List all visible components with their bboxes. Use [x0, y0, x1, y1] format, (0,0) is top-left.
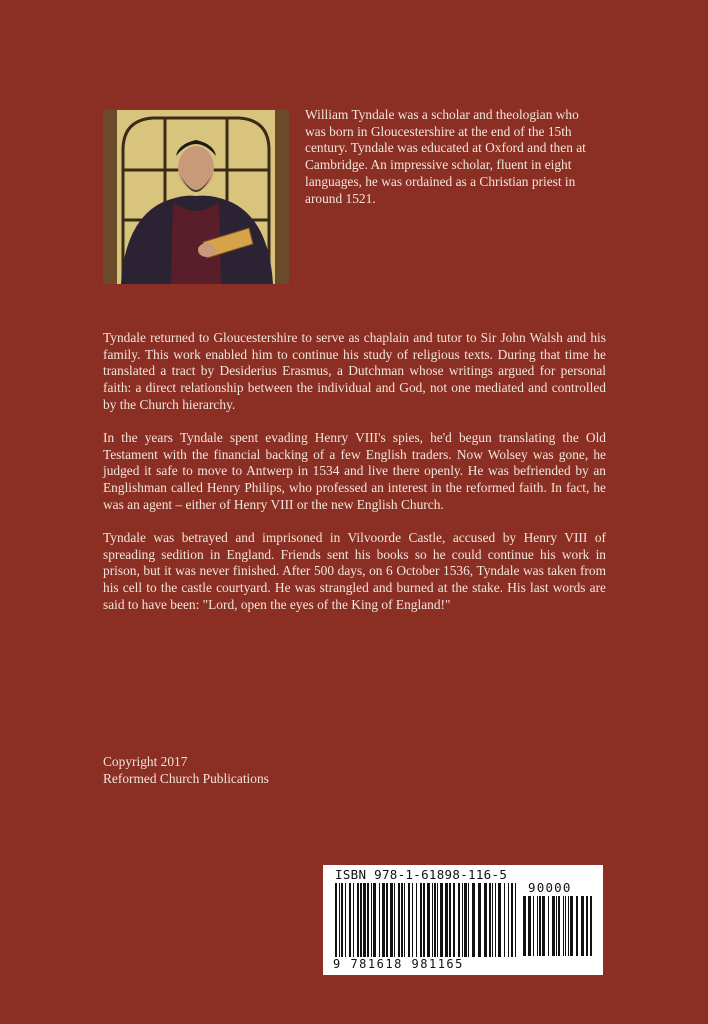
paragraph: Tyndale was betrayed and imprisoned in Vilvoorde Castle, accused by Henry VIII of spreading sedition in England. Friends sent his books so he could continue his work in prison, but it was never finished. After 500 days, on 6 October 1536, Tyndale was taken from his cell to the castle courtyard. He was strangled and burned at the stake. His last words are said to have been: "Lord, open the eyes of the King of England!": [103, 530, 606, 612]
intro-text: William Tyndale was a scholar and theologian who was born in Gloucestershire at the end of the 15th century. Tyndale was educated at Oxford and then at Cambridge. An impressive scholar, fluent in eight languages, he was ordained as a Christian priest in around 1521.: [305, 107, 586, 206]
isbn-barcode: [323, 865, 603, 975]
addon-barcode-bars: [523, 896, 593, 958]
isbn-label: ISBN 978-1-61898-116-5: [335, 867, 508, 882]
paragraph: In the years Tyndale spent evading Henry VIII's spies, he'd begun translating the Old Testament with the financial backing of a few English traders. Now Wolsey was gone, he judged it safe to move to Antwerp in 1534 and live there openly. He was befriended by an Englishman called Henry Philips, who professed an interest in the reformed faith. In fact, he was an agent – either of Henry VIII or the new English Church.: [103, 430, 606, 512]
body-text: [103, 330, 606, 630]
price-addon: 90000: [528, 880, 572, 895]
stained-glass-portrait: [103, 110, 289, 284]
paragraph: Tyndale returned to Gloucestershire to serve as chaplain and tutor to Sir John Walsh and his family. This work enabled him to continue his study of religious texts. During that time he translated a tract by Desiderius Erasmus, a Dutchman whose writings argued for personal faith: a direct relationship between the individual and God, not one mediated and controlled by the Church hierarchy.: [103, 330, 606, 412]
barcode-bars: [335, 883, 521, 959]
portrait-illustration: [103, 110, 289, 284]
copyright-line: Copyright 2017: [103, 754, 188, 769]
copyright-block: [103, 754, 269, 787]
publisher-line: Reformed Church Publications: [103, 770, 269, 786]
barcode-digits: 9 781618 981165: [333, 957, 464, 971]
